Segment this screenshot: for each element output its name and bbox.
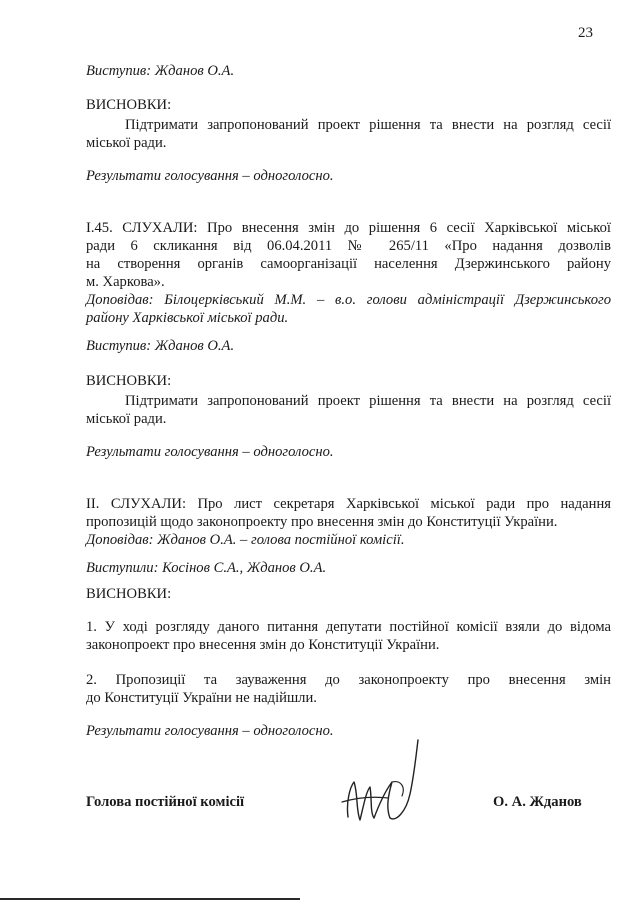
conclusions-heading: ВИСНОВКИ: [86, 373, 172, 389]
speakers-line: Виступили: Косінов С.А., Жданов О.А. [86, 560, 327, 576]
reporter-line: Доповідав: Жданов О.А. – голова постійної комісії. [86, 532, 405, 548]
vote-result: Результати голосування – одноголосно. [86, 444, 334, 460]
speaker-line: Виступив: Жданов О.А. [86, 63, 235, 79]
conclusion-item: 1. У ході розгляду даного питання депутати постійної комісії взяли до відома [86, 619, 611, 635]
conclusions-heading: ВИСНОВКИ: [86, 586, 172, 602]
reporter-line: Доповідав: Білоцерківський М.М. – в.о. голови адміністрації Дзержинського [86, 292, 611, 308]
footer-rule [0, 898, 300, 900]
conclusion-item: до Конституції України не надійшли. [86, 690, 317, 706]
reporter-line: району Харківської міської ради. [86, 310, 289, 326]
conclusion-line: міської ради. [86, 411, 167, 427]
conclusion-line: Підтримати запропонований проект рішення та внести на розгляд сесії [125, 117, 611, 133]
heard-line: ради 6 скликання від 06.04.2011 № 265/11 «Про надання дозволів [86, 238, 611, 254]
conclusions-heading: ВИСНОВКИ: [86, 97, 172, 113]
signatory-name: О. А. Жданов [493, 794, 582, 810]
heard-line: м. Харкова». [86, 274, 165, 290]
heard-line: пропозицій щодо законопроекту про внесення змін до Конституції України. [86, 514, 558, 530]
vote-result: Результати голосування – одноголосно. [86, 168, 334, 184]
heard-line: на створення органів самоорганізації населення Дзержинського району [86, 256, 611, 272]
heard-line: II. СЛУХАЛИ: Про лист секретаря Харківської міської ради про надання [86, 496, 611, 512]
vote-result: Результати голосування – одноголосно. [86, 723, 334, 739]
speaker-line: Виступив: Жданов О.А. [86, 338, 235, 354]
conclusion-item: 2. Пропозиції та зауваження до законопроекту про внесення змін [86, 672, 611, 688]
conclusion-line: Підтримати запропонований проект рішення та внести на розгляд сесії [125, 393, 611, 409]
signature-title: Голова постійної комісії [86, 794, 245, 810]
page-number: 23 [578, 25, 593, 41]
conclusion-item: законопроект про внесення змін до Конституції України. [86, 637, 440, 653]
handwritten-signature [336, 732, 431, 832]
heard-line: I.45. СЛУХАЛИ: Про внесення змін до рішення 6 сесії Харківської міської [86, 220, 611, 236]
conclusion-line: міської ради. [86, 135, 167, 151]
